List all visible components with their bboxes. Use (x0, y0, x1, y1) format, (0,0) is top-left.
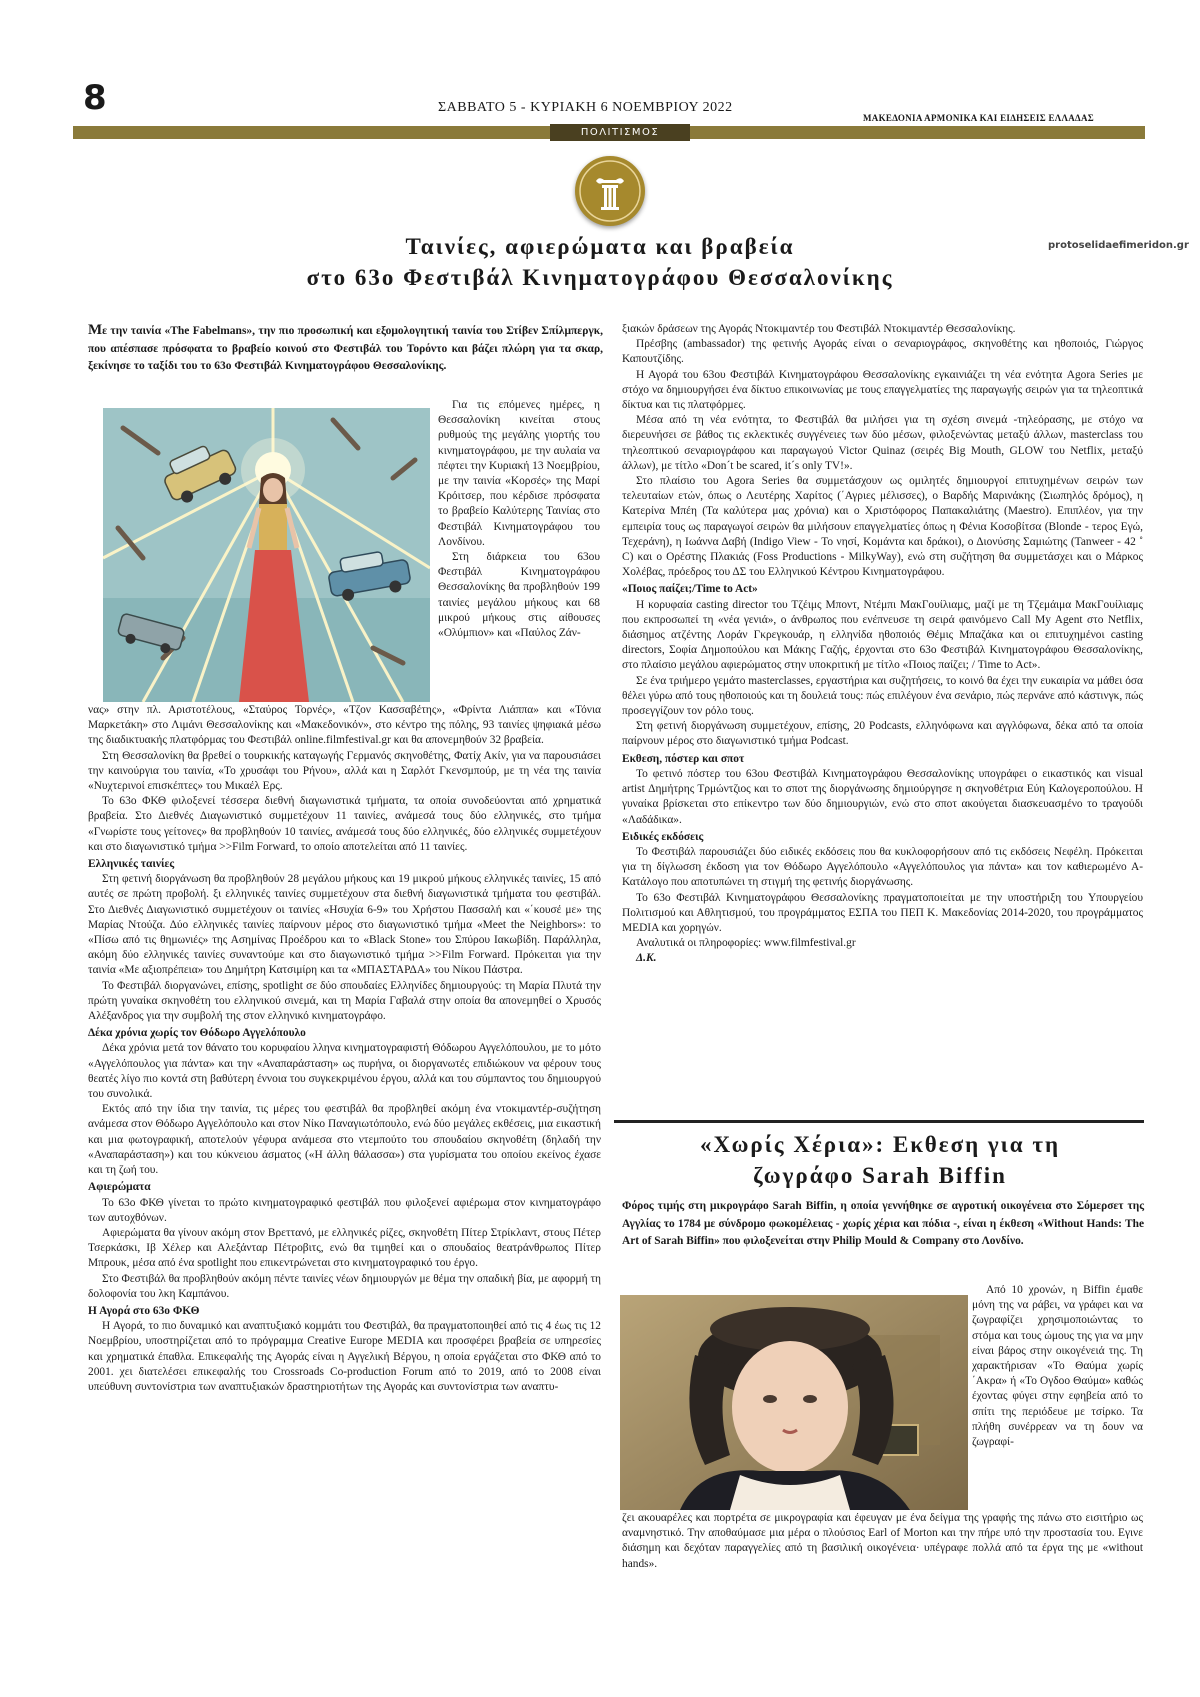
paragraph: Το 63ο ΦΚΘ φιλοξενεί τέσσερα διεθνή διαγωνιστικά τμήματα, τα οποία συνοδεύονται από χρηματικά βραβεία. Στο Διεθνές Διαγωνιστικό συμμετέχουν 11 ταινίες, ανάμεσά τους δύο ελληνικές, στο τμήμα «Γνωρίστε τους γείτονες» θα προβληθούν 10 ταινίες, ανάμεσά τους δύο ελληνικές, δύο ελληνικές συμμετέχουν και στο διαγωνιστικό τμήμα >>Film Forward, το οποίο αποτελείται από 11 ταινίες. (88, 795, 601, 853)
article-lead: Με την ταινία «The Fabelmans», την πιο προσωπική και εξομολογητική ταινία του Στίβεν Σπίλμπεργκ, που απέσπασε πρόσφατα το βραβείο κοινού στο Φεστιβάλ του Τορόντο και βάζει πλώρη για τα σκαρ, ξεκίνησε το ταξίδι του το 63ο Φεστιβάλ Κινηματογράφου Θεσσαλονίκης. (88, 322, 603, 372)
festival-poster-image (103, 408, 430, 702)
paragraph: Στο Φεστιβάλ θα προβληθούν ακόμη πέντε ταινίες νέων δημιουργών με θέμα την οπαδική βία, με αφορμή τη δολοφονία του λκη Καμπάνου. (88, 1272, 601, 1300)
article2-body-beside-image (972, 1283, 1143, 1450)
paragraph: Το Φεστιβάλ παρουσιάζει δύο ειδικές εκδόσεις που θα κυκλοφορήσουν από τις εκδόσεις Νεφέλη. Πρόκειται για τη δίγλωσση έκδοση για τον Θόδωρο Αγγελόπουλο «Αγγελόπουλος για πάντα» και τον καθιερωμένο Α-Κατάλογο που αποτυπώνει τη στιγμή της φετινής διοργάνωσης. (622, 845, 1143, 889)
article-title-line1: Ταινίες, αφιερώματα και βραβεία (405, 234, 795, 259)
paragraph: Στο πλαίσιο του Agora Series θα συμμετάσχουν ως ομιλητές δημιουργοί επιτυχημένων σειρών των τελευταίων ετών, όπως ο Λευτέρης Χαρίτος (΄Αγριες μέλισσες), ο Βαρδής Μαρινάκης (Σιωπηλός δρόμος), η Κατερίνα Μπέη (Τα καλύτερα μας χρόνια) και ο Χριστόφορος Παπακαλιάτης (Maestro). Επιπλέον, για την εμπειρία τους ως παραγωγοί σειρών θα μιλήσουν επαγγελματίες όπως η Φένια Κοσοβίτσα (Blonde - τερος Εγώ, Τεχεράνη), η Ιωάννα Δαβή (Indigo View - Το νησί, Κομάντα και δράκοι), ο Διονύσης Σαμιώτης (Tanweer - 42 ˚ C) και ο Ορέστης Πλακιάς (Foss Productions - MilkyWay), ενώ στη συζήτηση θα συμμετάσχει και ο Μάρκος Χολέβας, πρόεδρος του ΔΣ του Ελληνικού Κέντρου Κινηματογράφου. (622, 475, 1143, 579)
paragraph: Στη φετινή διοργάνωση θα προβληθούν 28 μεγάλου μήκους και 19 μικρού μήκους ελληνικές ταινίες, 15 από αυτές σε πρώτη προβολή. ξι ελληνικές ταινίες συμμετέχουν στα διεθνή διαγωνιστικά τμήματα του φεστιβάλ. Στο Διεθνές Διαγωνιστικό συμμετέχουν οι ταινίες «Ησυχία 6-9» του Χρήστου Πασσαλή και «΄κουσέ με» της Μαρίας Ντούζα. Δύο ελληνικές ταινίες παίρνουν μέρος στο διαγωνιστικό τμήμα «Meet the Neighbors»: το «Πίσω από τις θημωνιές» της Ασημίνας Προέδρου και το «Black Stone» του Σπύρου Ιακωβίδη. Παράλληλα, ακόμη δύο ελληνικές ταινίες συναντούμε και στο διαγωνιστικό τμήμα >>Film Forward. Πρόκειται για την ταινία «Με αξιοπρέπεια» του Δημήτρη Κατσιμίρη και τα «ΜΠΑΣΤΑΡΔΑ» του Νίκου Πάστρα. (88, 873, 601, 977)
subheading: Αφιερώματα (88, 1181, 151, 1194)
paragraph: Η Αγορά, το πιο δυναμικό και αναπτυξιακό κομμάτι του Φεστιβάλ, θα πραγματοποιηθεί από τις 4 έως τις 12 Νοεμβρίου, υποστηρίζεται από το πρόγραμμα Creative Europe MEDIA και προσφέρει βραβεία σε υπηρεσίες και χρηματικά έπαθλα. Επικεφαλής της Αγοράς είναι η Αγγελική Βέργου, η οποία εργάζεται στο ΦΚΘ από το 2001. χει διατελέσει επικεφαλής του Crossroads Co-production Forum από το 2019, από το 2008 είναι υπεύθυνη συντονίστρια των αναπτυξιακών δραστηριοτήτων της Αγοράς και συντονίστρια των αναπτυ- (88, 1320, 601, 1393)
article2-title-line1: «Χωρίς Χέρια»: Εκθεση για τη (699, 1132, 1061, 1157)
subheading: Δέκα χρόνια χωρίς τον Θόδωρο Αγγελόπουλο (88, 1027, 306, 1040)
column-capital-icon (575, 156, 645, 226)
subheading: Ελληνικές ταινίες (88, 858, 175, 871)
section-label: ΠΟΛΙΤΙΣΜΟΣ (550, 124, 690, 141)
paragraph: Το Φεστιβάλ διοργανώνει, επίσης, spotlight σε δύο σπουδαίες Ελληνίδες δημιουργούς: τη Μαρία Πλυτά την πρώτη γυναίκα σκηνοθέτη του ελληνικού σινεμά, και τη Μαρία Γαβαλά στην οποία θα απονεμηθεί ο Χρυσός Αλέξανδρος για την συμβολή της στον ελληνικό κινηματογράφο. (88, 979, 601, 1023)
paragraph: Μέσα από τη νέα ενότητα, το Φεστιβάλ θα μιλήσει για τη σχέση σινεμά -τηλεόρασης, με στόχο να διερευνήσει σε βάθος τις εκλεκτικές συγγένειες των δύο μέσων, φιλοξενώντας μεταξύ άλλων, masterclass του τηλεοπτικού σεναριογράφου και παραγωγού Victor Quinaz (σειρές Big Mouth, GLOW του Netflix, μεταξύ άλλων), με τίτλο «Don´t be scared, it´s only TV!». (622, 414, 1143, 472)
subheading: Η Αγορά στο 63ο ΦΚΘ (88, 1304, 200, 1317)
issue-date: ΣΑΒΒΑΤΟ 5 - ΚΥΡΙΑΚΗ 6 ΝΟΕΜΒΡΙΟΥ 2022 (438, 100, 733, 115)
article2-title (620, 1129, 1140, 1191)
subheading: Εκθεση, πόστερ και σποτ (622, 752, 745, 765)
paragraph: νας» στην πλ. Αριστοτέλους, «Σταύρος Τορνές», «Τζον Κασσαβέτης», «Φρίντα Λιάππα» και «Τόνια Μαρκετάκη» στο Λιμάνι Θεσσαλονίκης και «Μακεδονικόν», στο κέντρο της πόλης, 93 ταινίες ψηφιακά μέσω της διαδικτυακής πλατφόρμας του Φεστιβάλ online.filmfestival.gr και θα απονεμηθούν 32 βραβεία. (88, 704, 601, 747)
website-watermark: protoselidaefimeridon.gr (1048, 240, 1189, 251)
paragraph: Αναλυτικά οι πληροφορίες: www.filmfestival.gr (636, 937, 856, 950)
article-title-line2: στο 63ο Φεστιβάλ Κινηματογράφου Θεσσαλονίκης (306, 265, 894, 290)
paragraph: Αφιερώματα θα γίνουν ακόμη στον Βρεττανό, με ελληνικές ρίζες, σκηνοθέτη Πίτερ Στρίκλαντ, στους Πέτερ Τσερκάσκι, Ιβ Χέλερ και Αλεξάνταρ Πέτροβιτς, ενώ θα τιμηθεί και ο σπουδαίος θεατράνθρωπος Πίτερ Μπρουκ, μέσα από ένα spotlight που επικεντρώνεται στο κινηματογραφικό του έργο. (88, 1226, 601, 1270)
subheading: Ειδικές εκδόσεις (622, 830, 704, 843)
article-body-beside-image (438, 398, 600, 641)
paragraph: Πρέσβης (ambassador) της φετινής Αγοράς είναι ο σεναριογράφος, σκηνοθέτης και ηθοποιός, Γιώργος Καπουτζίδης. (622, 338, 1143, 366)
article-body-right-column (622, 322, 1143, 967)
paragraph: Δέκα χρόνια μετά τον θάνατο του κορυφαίου λληνα κινηματογραφιστή Θόδωρου Αγγελόπουλου, με το μότο «Αγγελόπουλος για πάντα» και την «Αναπαράσταση» ως πυρήνα, οι διοργανωτές επιδιώκουν να φέρουν τους θεατές λίγο πιο κοντά στη βαθύτερη έννοια του συγκεκριμένου έργου, αλλά και του σύμπαντος του δημιουργού του συνολικά. (88, 1042, 601, 1101)
article-title (150, 231, 1050, 293)
article2-body-bottom (622, 1511, 1143, 1572)
paragraph: Για τις επόμενες ημέρες, η Θεσσαλονίκη κινείται στους ρυθμούς της μεγάλης γιορτής του κινηματογράφου, με την αυλαία να πέφτει την Κυριακή 13 Νοεμβρίου, με την ταινία «Κορσές» της Μαρί Κρόιτσερ, που κέρδισε πρόσφατα το βραβείο Καλύτερης Ταινίας στο Φεστιβάλ Κινηματογράφου του Λονδίνου. (438, 399, 600, 548)
article-separator (614, 1120, 1144, 1123)
paragraph: Στη διάρκεια του 63ου Φεστιβάλ Κινηματογράφου Θεσσαλονίκης θα προβληθούν 199 ταινίες μεγάλου μήκους και 68 μικρού μήκους στις αίθουσες «Ολύμπιον» και «Παύλος Ζάν- (438, 551, 600, 640)
paragraph: Το 63ο Φεστιβάλ Κινηματογράφου Θεσσαλονίκης πραγματοποιείται με την υποστήριξη του Υπουργείου Πολιτισμού και Αθλητισμού, του προγράμματος ΕΣΠΑ του ΠΕΠ Κ. Μακεδονίας 2014-2020, του προγράμματος MEDIA και χορηγών. (622, 891, 1143, 934)
paragraph: Στη φετινή διοργάνωση συμμετέχουν, επίσης, 20 Podcasts, ελληνόφωνα και αγγλόφωνα, δέκα από τα οποία παίρνουν μέρος στο διαγωνιστικό τμήμα Podcast. (622, 720, 1143, 748)
article2-paragraph-continued: ζει ακουαρέλες και πορτρέτα σε μικρογραφία και έφευγαν με ένα δείγμα της γραφής της πάνω στο εισιτήριο ως αναμνηστικό. Την αποθαύμασε μια μέρα ο πλούσιος Earl of Morton και την πήρε υπό την προστασία του. Εγινε διάσημη και δεχόταν παραγγελίες από τη βασιλική οικογένεια· υπέγραφε πολλά από τα έργα της με «without hands». (622, 1512, 1143, 1570)
paragraph: ξιακών δράσεων της Αγοράς Ντοκιμαντέρ του Φεστιβάλ Ντοκιμαντέρ Θεσσαλονίκης. (622, 323, 1016, 335)
article2-lead: Φόρος τιμής στη μικρογράφο Sarah Biffin, η οποία γεννήθηκε σε αγροτική οικογένεια στο Σόμερσετ της Αγγλίας το 1784 με σύνδρομο φωκομέλειας - χωρίς χέρια και πόδια -, είναι η έκθεση «Without Hands: The Art of Sarah Biffin» που φιλοξενείται στην Philip Mould & Company στο Λονδίνο. (622, 1200, 1144, 1247)
article-body-left-column (88, 703, 601, 1395)
page-number: 8 (83, 78, 107, 118)
paragraph: Η Αγορά του 63ου Φεστιβάλ Κινηματογράφου Θεσσαλονίκης εγκαινιάζει τη νέα ενότητα Agora Series με στόχο να δημιουργήσει ένα δίκτυο επικοινωνίας με τους επαγγελματίες της παραγωγής σειρών για τα τηλεοπτικά δίκτυα και τις πλατφόρμες. (622, 368, 1143, 412)
sarah-biffin-portrait-image (620, 1295, 968, 1510)
newspaper-masthead: ΜΑΚΕΔΟΝΙΑ ΑΡΜΟΝΙΚΑ ΚΑΙ ΕΙΔΗΣΕΙΣ ΕΛΛΑΔΑΣ (863, 113, 1094, 123)
article2-title-line2: ζωγράφο Sarah Biffin (753, 1163, 1007, 1188)
paragraph: Το φετινό πόστερ του 63ου Φεστιβάλ Κινηματογράφου Θεσσαλονίκης υπογράφει ο εικαστικός και visual artist Δημήτρης Τρμώντζιος και το σποτ της διοργάνωσης δημιούργησε η σκηνοθέτρια Εύη Καλογεροπούλου. Η γυναίκα βρίσκεται στο επίκεντρο των δύο δημιουργιών, ενώ στο σποτ ακούγεται διασκευασμένο το τραγούδι «Λαδάδικα». (622, 767, 1143, 826)
article2-paragraph: Από 10 χρονών, η Biffin έμαθε μόνη της να ράβει, να γράφει και να ζωγραφίζει χρησιμοποιώντας το στόμα και τους ώμους της για να μην είναι βάρος στην οικογένειά της. Τη χαρακτήρισαν «Το Θαύμα χωρίς ΄Ακρα» ή «Το Ογδοο Θαύμα» καθώς έχοντας φύγει στην εφηβεία από το σπίτι της περιόδευε με τσίρκο. Τα πλήθη συνέρρεαν να τη δουν να ζωγραφί- (972, 1284, 1143, 1449)
paragraph: Εκτός από την ίδια την ταινία, τις μέρες του φεστιβάλ θα προβληθεί ακόμη ένα ντοκιμαντέρ-συζήτηση ανάμεσα στον Θόδωρο Αγγελόπουλο και στον Νίκο Παναγιωτόπουλο, ενώ δύο μεγάλες εκθέσεις, μια εικαστική και μια φωτογραφική, αποτελούν γέφυρα ανάμεσα στο ντεμπούτο του σπουδαίου σκηνοθέτη (δηλαδή την «Αναπαράσταση») και του κύκνειου άσματος («Η άλλη θάλασσα») στα γυρίσματα του οποίου εκείνος έχασε και τη ζωή του. (88, 1103, 601, 1177)
author-signature: Δ.Κ. (636, 952, 657, 965)
subheading: «Ποιος παίζει;/Time to Act» (622, 583, 758, 596)
paragraph: Η κορυφαία casting director του Τζέιμς Μποντ, Ντέμπι ΜακΓουίλιαμς, μαζί με τη Τζεμάιμα ΜακΓουίλιαμς που εκπροσωπεί τη «νέα γενιά», ο άνθρωπος που ενέπνευσε τη σειρά φαινόμενο Call My Agent στο Netflix, διάσημος ατζέντης Λοράν Γκρεγκουάρ, η ελληνίδα ηθοποιός Θέμις Μπαζάκα και οι επιτυχημένοι casting directors, Σοφία Δημοπούλου και Μάκης Γαζής, έρχονται στο 63ο Φεστιβάλ Κινηματογράφου Θεσσαλονίκης, στο πλαίσιο μεγάλου αφιερώματος στην υποκριτική με τίτλο «Ποιος παίζει; / Time to Act». (622, 598, 1143, 672)
paragraph: Το 63ο ΦΚΘ γίνεται το πρώτο κινηματογραφικό φεστιβάλ που φιλοξενεί αφιέρωμα στον κινηματογράφο των αυτοχθόνων. (88, 1196, 601, 1224)
paragraph: Σε ένα τριήμερο γεμάτο masterclasses, εργαστήρια και συζητήσεις, το κοινό θα έχει την ευκαιρία να μάθει όσα θέλει γύρω από τους ηθοποιούς και τη δουλειά τους: πώς επιλέγουν ένα σενάριο, πώς περνάνε από κάστινγκ, πώς προσεγγίζουν τον ρόλο τους. (622, 674, 1143, 718)
paragraph: Στη Θεσσαλονίκη θα βρεθεί ο τουρκικής καταγωγής Γερμανός σκηνοθέτης, Φατίχ Ακίν, για να παρουσιάσει την καινούργια του ταινία, «Το χρυσάφι του Ρήνου», αλλά και η Σαρλότ Γκενσμπούρ, με τη νέα της ταινία «Νυχτερινοί επισκέπτες» του Μικαέλ Ερς. (88, 749, 601, 793)
